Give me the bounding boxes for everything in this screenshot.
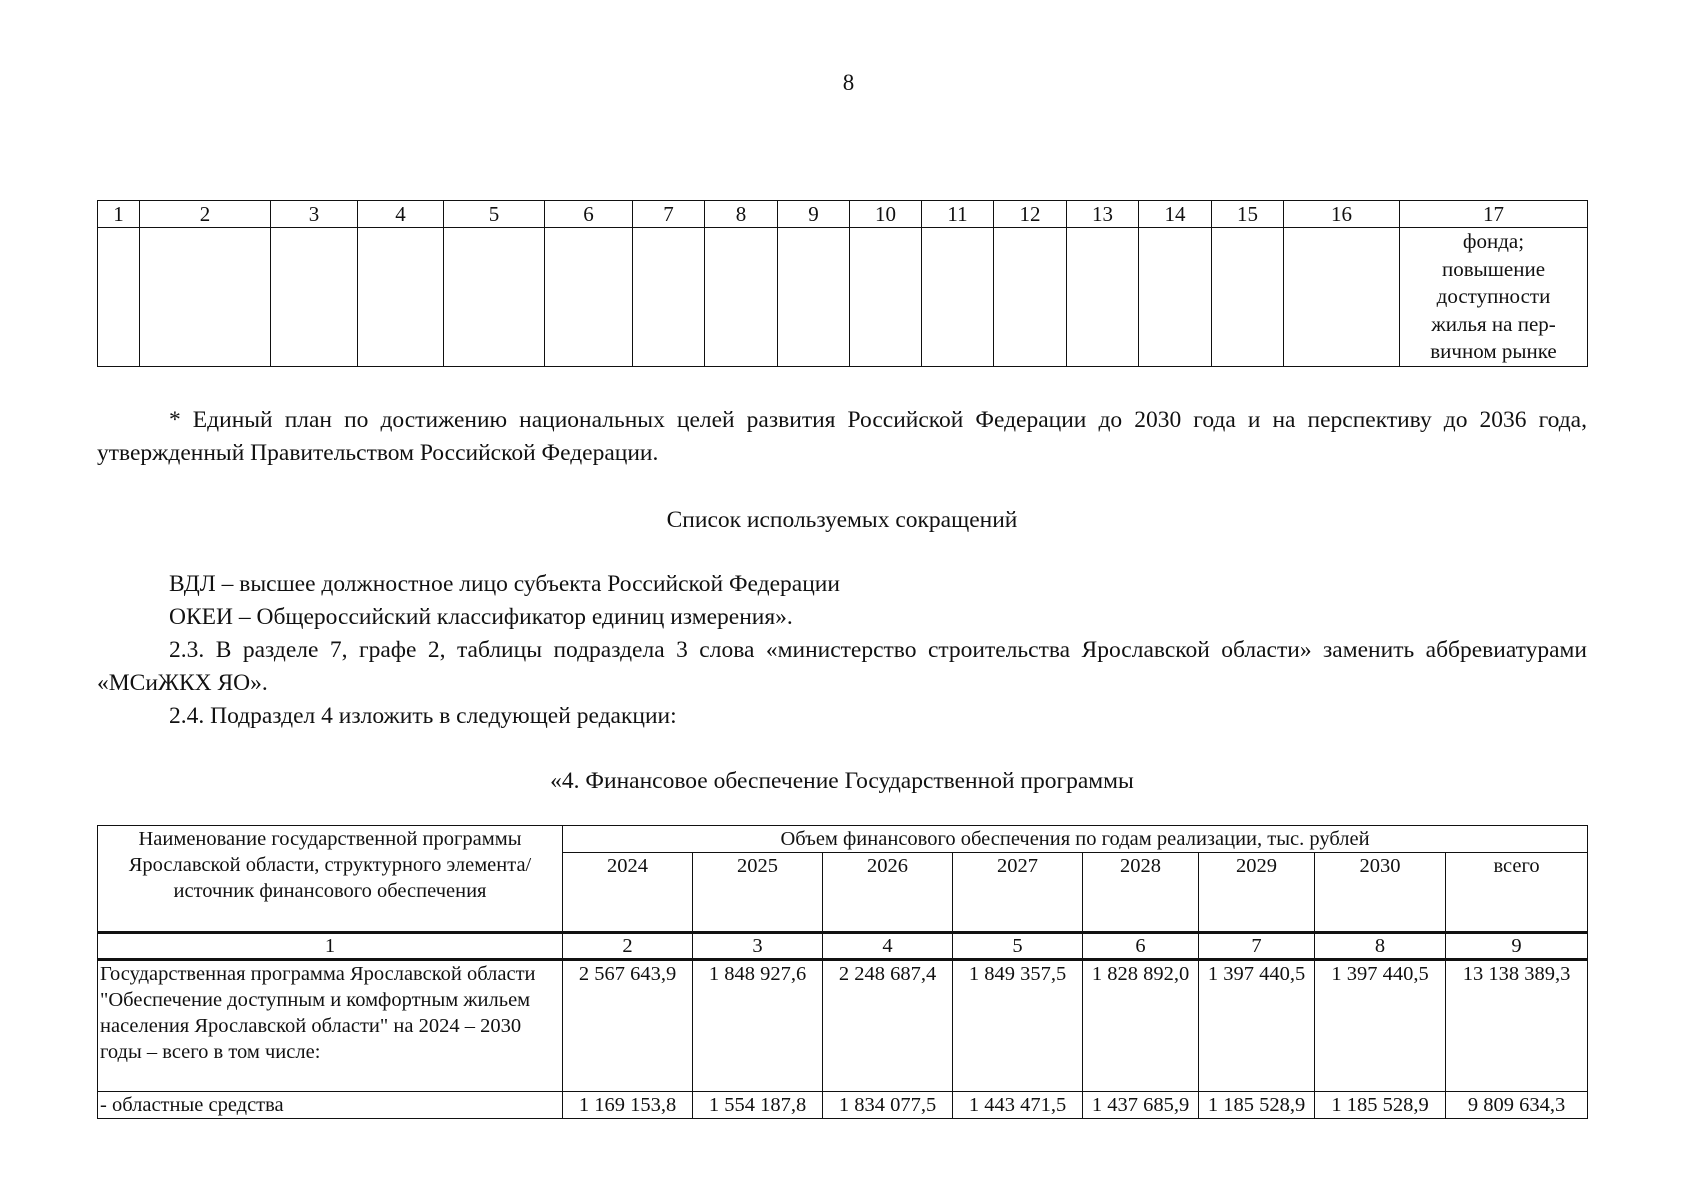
row-name: Государственная программа Ярославской области "Обеспечение доступным и комфортным жильем населения Ярославской области" на 2024 – 2030 годы – всего в том числе: [98, 960, 563, 1092]
continuation-table-header [98, 201, 1588, 228]
column-number: 14 [1139, 201, 1212, 228]
column-number: 8 [705, 201, 778, 228]
value-cell: 1 828 892,0 [1083, 960, 1199, 1092]
cell-text-line: повышение [1441, 256, 1546, 281]
table-cell [994, 228, 1067, 367]
column-number: 17 [1400, 201, 1588, 228]
section-title: «4. Финансовое обеспечение Государственной программы [550, 768, 1134, 794]
table-cell [778, 228, 850, 367]
year-header: 2029 [1199, 853, 1315, 933]
table-cell [1139, 228, 1212, 367]
column-number: 12 [994, 201, 1067, 228]
table-cell [850, 228, 922, 367]
column-index: 4 [823, 933, 953, 960]
paragraph-2-4: 2.4. Подраздел 4 изложить в следующей редакции: [169, 703, 677, 729]
value-cell: 1 185 528,9 [1315, 1092, 1446, 1119]
table-cell [545, 228, 633, 367]
column-number: 13 [1067, 201, 1139, 228]
year-header: 2026 [823, 853, 953, 933]
year-header: 2030 [1315, 853, 1446, 933]
column-index: 8 [1315, 933, 1446, 960]
finance-table-header [98, 826, 1588, 853]
finance-table [97, 825, 1588, 1119]
column-index: 7 [1199, 933, 1315, 960]
year-header: 2027 [953, 853, 1083, 933]
column-index: 9 [1446, 933, 1588, 960]
value-cell: 1 848 927,6 [693, 960, 823, 1092]
cell-text-line: доступности [1436, 284, 1551, 308]
column-number: 4 [358, 201, 444, 228]
table-cell [1212, 228, 1284, 367]
column-index-row [98, 933, 1588, 960]
column-number: 16 [1284, 201, 1400, 228]
total-cell: 9 809 634,3 [1446, 1092, 1588, 1119]
table-cell [705, 228, 778, 367]
table-cell [358, 228, 444, 367]
cell-text-line: вичном рынке [1430, 339, 1557, 363]
column-number: 5 [444, 201, 545, 228]
column-index: 1 [98, 933, 563, 960]
table-row [98, 960, 1588, 1092]
column-index: 3 [693, 933, 823, 960]
abbreviation-vdl: ВДЛ – высшее должностное лицо субъекта Российской Федерации [169, 571, 840, 597]
table-cell [98, 228, 140, 367]
value-cell: 1 849 357,5 [953, 960, 1083, 1092]
cell-text-line: фонда; [1462, 229, 1525, 253]
year-header: 2028 [1083, 853, 1199, 933]
table-cell [633, 228, 705, 367]
value-cell: 1 834 077,5 [823, 1092, 953, 1119]
column-number: 11 [922, 201, 994, 228]
total-header: всего [1446, 853, 1588, 933]
volume-header: Объем финансового обеспечения по годам реализации, тыс. рублей [563, 826, 1588, 853]
value-cell: 1 437 685,9 [1083, 1092, 1199, 1119]
continuation-table [97, 200, 1588, 367]
paragraph-2-3: 2.3. В разделе 7, графе 2, таблицы подраздела 3 слова «министерство строительства Ярославской области» заменить аббревиатурами «МСиЖКХ ЯО». [97, 637, 1587, 696]
value-cell: 1 169 153,8 [563, 1092, 693, 1119]
value-cell: 1 443 471,5 [953, 1092, 1083, 1119]
column-number: 3 [271, 201, 358, 228]
value-cell: 2 248 687,4 [823, 960, 953, 1092]
table-cell [1067, 228, 1139, 367]
table-cell [140, 228, 271, 367]
column-index: 2 [563, 933, 693, 960]
cell-text-line: жилья на пер- [1431, 311, 1556, 336]
abbreviation-okei: ОКЕИ – Общероссийский классификатор единиц измерения». [169, 604, 793, 630]
year-header: 2025 [693, 853, 823, 933]
table-cell [922, 228, 994, 367]
abbreviations-title: Список используемых сокращений [666, 507, 1018, 533]
continuation-table-row [98, 228, 1588, 367]
table-cell [271, 228, 358, 367]
page-number: 8 [842, 70, 855, 95]
column-index: 6 [1083, 933, 1199, 960]
column-17-cell [1400, 228, 1588, 367]
table-cell [1284, 228, 1400, 367]
value-cell: 1 397 440,5 [1315, 960, 1446, 1092]
column-number: 10 [850, 201, 922, 228]
column-number: 1 [98, 201, 140, 228]
footnote: * Единый план по достижению национальных целей развития Российской Федерации до 2030 года и на перспективу до 2036 года, утвержденный Правительством Российской Федерации. [97, 407, 1587, 466]
column-index: 5 [953, 933, 1083, 960]
column-number: 2 [140, 201, 271, 228]
column-number: 9 [778, 201, 850, 228]
row-name: - областные средства [98, 1092, 563, 1119]
total-cell: 13 138 389,3 [1446, 960, 1588, 1092]
name-header: Наименование государственной программы Ярославской области, структурного элемента/ источник финансового обеспечения [98, 826, 563, 933]
value-cell: 2 567 643,9 [563, 960, 693, 1092]
value-cell: 1 554 187,8 [693, 1092, 823, 1119]
value-cell: 1 397 440,5 [1199, 960, 1315, 1092]
year-header: 2024 [563, 853, 693, 933]
column-number: 7 [633, 201, 705, 228]
table-cell [444, 228, 545, 367]
value-cell: 1 185 528,9 [1199, 1092, 1315, 1119]
column-number: 15 [1212, 201, 1284, 228]
table-row [98, 1092, 1588, 1119]
column-number: 6 [545, 201, 633, 228]
